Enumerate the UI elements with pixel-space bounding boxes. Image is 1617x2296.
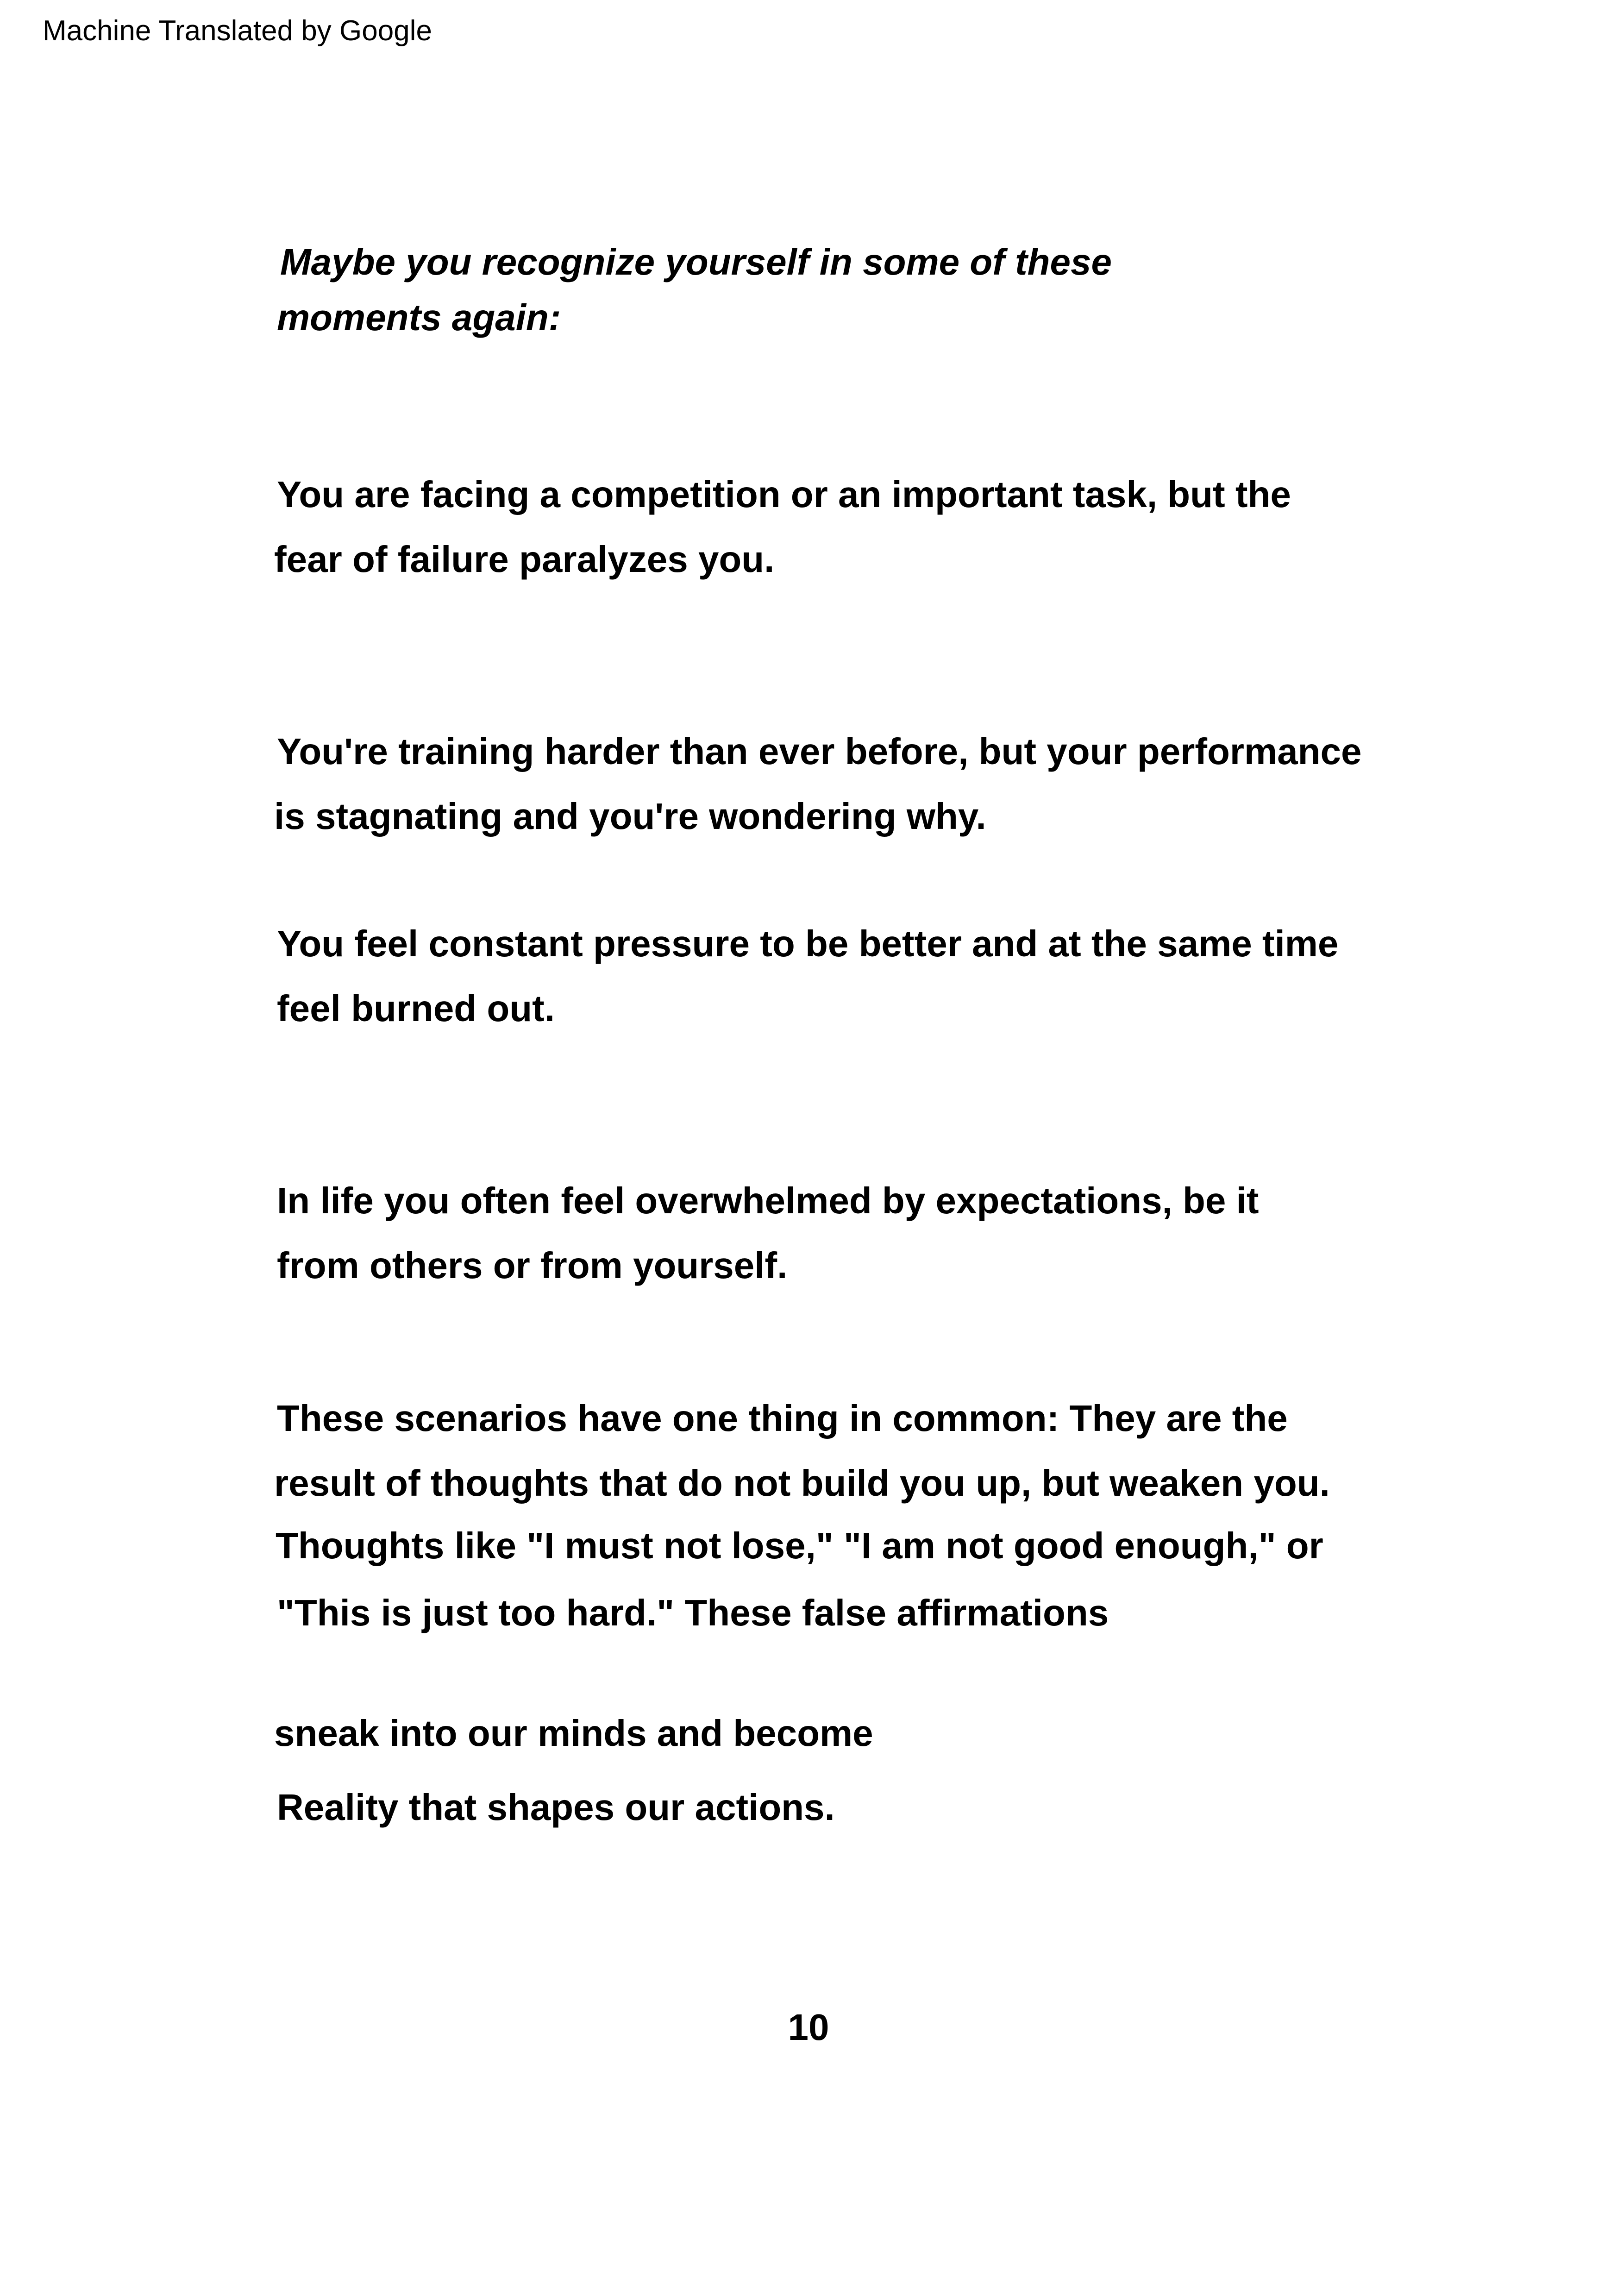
paragraph-line: Thoughts like "I must not lose," "I am not good enough," or <box>276 1525 1323 1566</box>
paragraph-line: from others or from yourself. <box>277 1245 788 1286</box>
paragraph-line: sneak into our minds and become <box>274 1713 873 1754</box>
paragraph-line: You are facing a competition or an important task, but the <box>277 474 1291 515</box>
page-number: 10 <box>788 2007 829 2048</box>
paragraph-line: fear of failure paralyzes you. <box>274 539 775 580</box>
paragraph-line: You feel constant pressure to be better and at the same time <box>277 923 1339 964</box>
paragraph-line: is stagnating and you're wondering why. <box>274 796 986 837</box>
paragraph-line: feel burned out. <box>277 988 555 1029</box>
paragraph-line: These scenarios have one thing in common: They are the <box>277 1398 1288 1439</box>
paragraph-line: "This is just too hard." These false affirmations <box>277 1592 1109 1633</box>
paragraph-line: In life you often feel overwhelmed by expectations, be it <box>277 1180 1259 1221</box>
paragraph-line: You're training harder than ever before, but your performance <box>277 731 1362 772</box>
intro-line: Maybe you recognize yourself in some of these <box>280 241 1112 282</box>
machine-translation-banner: Machine Translated by Google <box>43 15 432 47</box>
paragraph-line: Reality that shapes our actions. <box>277 1787 835 1828</box>
intro-line: moments again: <box>277 297 561 338</box>
paragraph-line: result of thoughts that do not build you up, but weaken you. <box>274 1462 1330 1504</box>
